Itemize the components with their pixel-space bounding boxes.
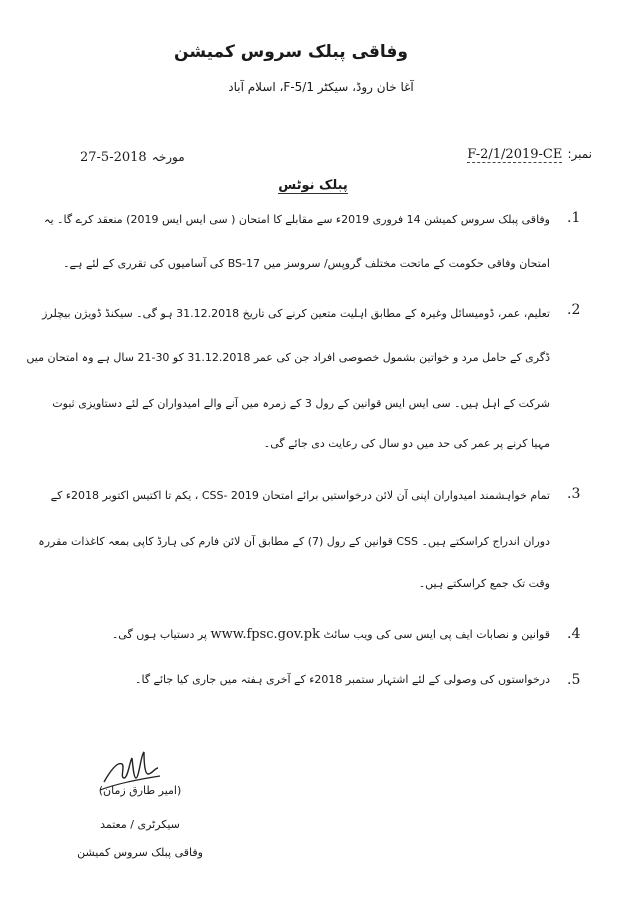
item-number: .2: [567, 302, 581, 318]
notice-subject: پبلک نوٹس: [278, 178, 348, 193]
signatory-name: (امیر طارق زمان): [98, 784, 182, 797]
item-line: شرکت کے اہل ہیں۔ سی ایس ایس قوانین کے رول 3 کے زمرہ میں آنے والے امیدواران کے لئے دستاویزی ثبوت: [52, 397, 550, 410]
item-line: امتحان وفاقی حکومت کے ماتحت مختلف گروپس/ سروسز میں BS-17 کی آسامیوں کی تقرری کے لئے ہے۔: [63, 257, 550, 270]
item-line: [30, 628, 550, 641]
item-line: مہیا کرنے پر عمر کی حد میں دو سال کی رعایت دی جائے گی۔: [263, 437, 550, 450]
file-number: F-2/1/2019-CE: [467, 147, 563, 162]
item-line: تعلیم، عمر، ڈومیسائل وغیرہ کے مطابق اہلیت متعین کرنے کی تاریخ 31.12.2018 ہو گی۔ سیکنڈ ڈویژن بیچلرز: [42, 307, 550, 320]
notice-date: [80, 146, 220, 165]
date-label: مورخہ: [151, 150, 185, 164]
item-line: وقت تک جمع کراسکتے ہیں۔: [418, 577, 550, 590]
item-number: .4: [567, 626, 581, 642]
signatory-organization: وفاقی پبلک سروس کمیشن: [77, 846, 203, 859]
item-number: .3: [567, 486, 581, 502]
item-line: دوران اندراج کراسکتے ہیں۔ CSS قوانین کے رول (7) کے مطابق آن لائن فارم کی ہارڈ کاپی بمعہ کاغذات مقررہ: [38, 535, 550, 548]
item-line: درخواستوں کی وصولی کے لئے اشتہار ستمبر 2018ء کے آخری ہفتہ میں جاری کیا جائے گا۔: [135, 673, 550, 686]
fpsc-website-link[interactable]: www.fpsc.gov.pk: [210, 627, 320, 642]
item-line: تمام خواہشمند امیدواران اپنی آن لائن درخواستیں برائے امتحان CSS- 2019 ، یکم تا اکتیس اکتوبر 2018ء کے: [50, 489, 550, 502]
org-address: آغا خان روڈ، سیکٹر F-5/1، اسلام آباد: [228, 80, 414, 94]
item-line: وفاقی پبلک سروس کمیشن 14 فروری 2019ء سے مقابلے کا امتحان ( سی ایس ایس 2019) منعقد کرے گا۔ یہ: [44, 213, 550, 226]
item-line: ڈگری کے حامل مرد و خواتین بشمول خصوصی افراد جن کی عمر 31.12.2018 کو 30-21 سال ہے وہ امتحان میں: [26, 351, 550, 364]
file-number-label: نمبر:: [567, 147, 592, 161]
date-value: 27-5-2018: [80, 150, 147, 165]
signatory-designation: سیکرٹری / معتمد: [100, 818, 180, 831]
item-text: پر دستیاب ہوں گی۔: [111, 628, 207, 641]
reference-number: [452, 143, 592, 162]
item-number: .1: [567, 210, 581, 226]
item-text: قوانین و نصابات ایف پی ایس سی کی ویب سائٹ: [323, 628, 550, 641]
org-title: وفاقی پبلک سروس کمیشن: [174, 42, 408, 62]
item-number: .5: [567, 672, 581, 688]
